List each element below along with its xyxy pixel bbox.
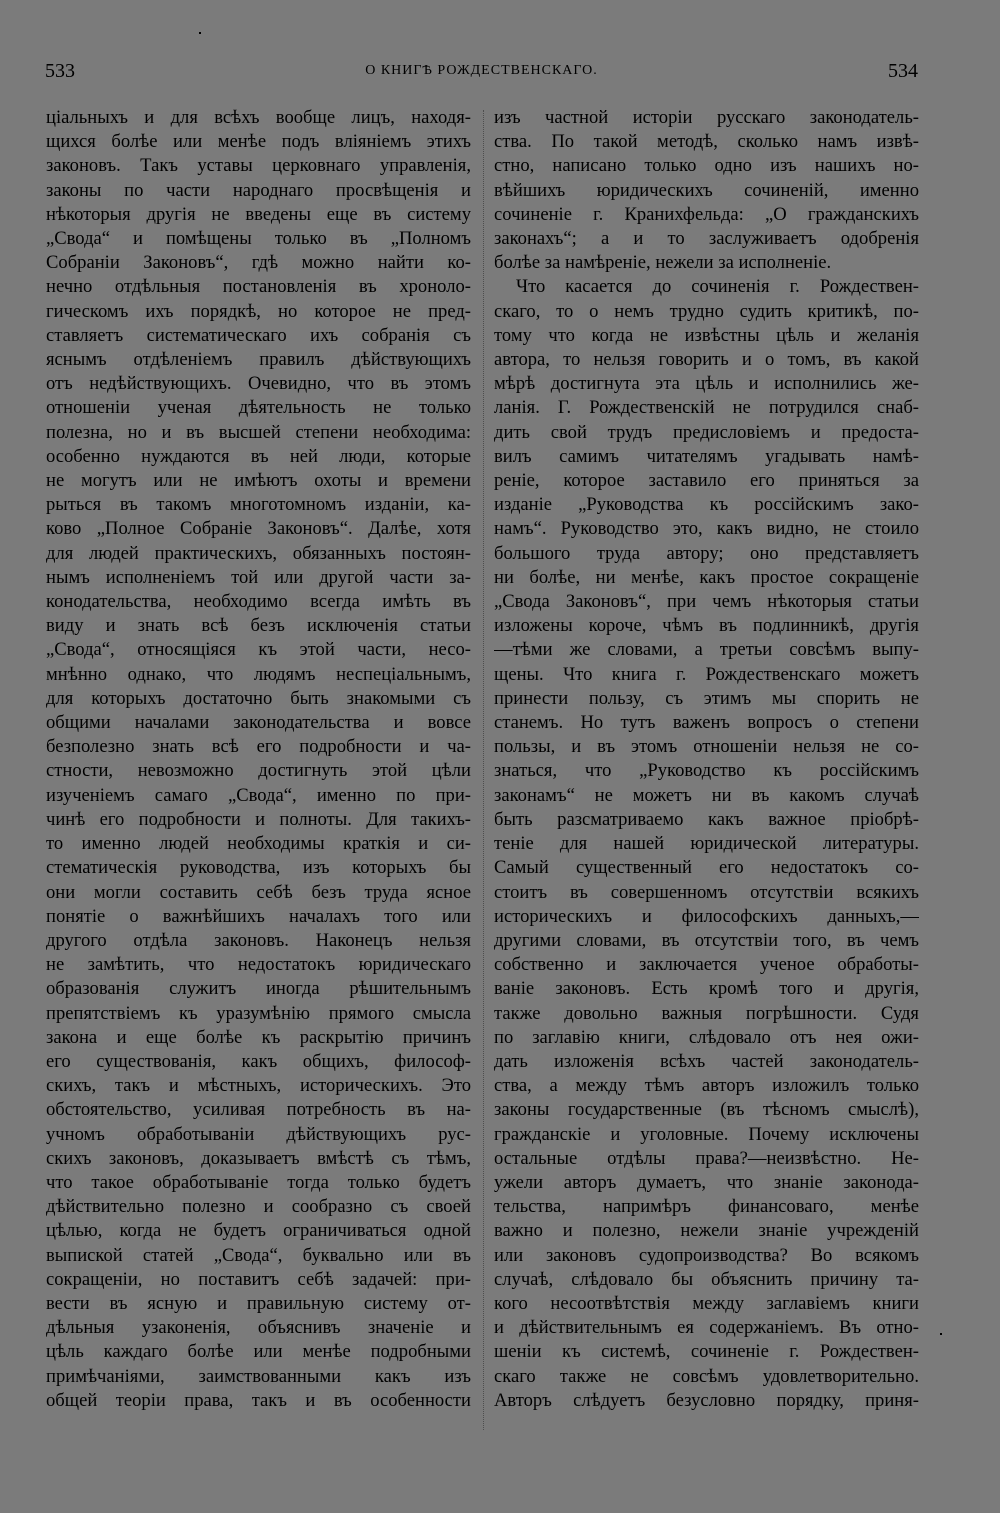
- text-line: ланія. Г. Рождественскій не потрудился снаб-: [494, 397, 919, 419]
- text-line: тому что когда не извѣстны цѣль и желанія: [494, 324, 919, 346]
- text-line: законамъ“ не можетъ ни въ какомъ случаѣ: [494, 784, 919, 806]
- text-line: нѣкоторыя другія не введены еще въ систему: [46, 203, 471, 225]
- text-line: сочиненіе г. Кранихфельда: „О гражданскихъ: [494, 203, 919, 225]
- text-line: для которыхъ достаточно быть знакомыми съ: [46, 687, 471, 709]
- text-line: изученіемъ самаго „Свода“, именно по при-: [46, 784, 471, 806]
- text-line: конодательства, необходимо всегда имѣть въ: [46, 591, 471, 613]
- text-line: понятіе о важнѣйшихъ началахъ того или: [46, 905, 471, 927]
- text-line: ставляетъ систематическаго ихъ собранія съ: [46, 324, 471, 346]
- text-line: стоитъ въ совершенномъ отсутствіи всякихъ: [494, 881, 919, 903]
- text-line: законахъ“; а и то заслуживаетъ одобренія: [494, 228, 919, 250]
- text-line: примѣчаніями, заимствованными какъ изъ: [46, 1365, 471, 1387]
- text-line: его существованія, какъ общихъ, философ-: [46, 1050, 471, 1072]
- left-column: [46, 106, 471, 1413]
- text-line: стематическія руководства, изъ которыхъ бы: [46, 857, 471, 879]
- text-line: по заглавію книги, слѣдовало отъ нея ожи-: [494, 1026, 919, 1048]
- text-line: обстоятельство, усиливая потребность въ на-: [46, 1099, 471, 1121]
- text-line: собственно и заключается ученое обработы-: [494, 954, 919, 976]
- text-line: виду и знать всѣ безъ исключенія статьи: [46, 615, 471, 637]
- text-line: реніе, которое заставило его приняться за: [494, 470, 919, 492]
- text-line: дѣльныя узаконенія, объяснивъ значеніе и: [46, 1317, 471, 1339]
- text-line: намъ“. Руководство это, какъ видно, не стоило: [494, 518, 919, 540]
- text-line: изданіе „Руководства къ россійскимъ зако-: [494, 494, 919, 516]
- text-line: законы по части народнаго просвѣщенія и: [46, 179, 471, 201]
- text-line: станемъ. Но тутъ важенъ вопросъ о степени: [494, 712, 919, 734]
- text-line: стности, невозможно достигнуть этой цѣли: [46, 760, 471, 782]
- text-line: или законовъ судопроизводства? Во всякомъ: [494, 1244, 919, 1266]
- text-line: большого труда автору; оно представляетъ: [494, 542, 919, 564]
- left-page-number: 533: [45, 59, 75, 82]
- text-line: ства, а между тѣмъ авторъ изложилъ только: [494, 1075, 919, 1097]
- text-line: „Свода Законовъ“, при чемъ нѣкоторыя статьи: [494, 591, 919, 613]
- text-line: „Свода“ и помѣщены только въ „Полномъ: [46, 228, 471, 250]
- text-line: сокращеніи, но поставитъ себѣ задачей: при-: [46, 1268, 471, 1290]
- column-divider: [483, 110, 485, 1430]
- text-line: отношеніи ученая дѣятельность не только: [46, 397, 471, 419]
- text-line: принести пользу, съ этимъ мы спорить не: [494, 687, 919, 709]
- text-line: нечно отдѣльныя постановленія въ хроноло-: [46, 276, 471, 298]
- text-line: автора, то нельзя говорить и о томъ, въ какой: [494, 349, 919, 371]
- text-line: рыться въ такомъ многотомномъ изданіи, ка-: [46, 494, 471, 516]
- page-header: [45, 56, 918, 86]
- text-line: щены. Что книга г. Рождественскаго можетъ: [494, 663, 919, 685]
- right-page-number: 534: [888, 59, 918, 82]
- text-line: также довольно важныя погрѣшности. Судя: [494, 1002, 919, 1024]
- text-line: цѣль каждаго болѣе или менѣе подробными: [46, 1341, 471, 1363]
- text-line: и дѣйствительнымъ ея содержаніемъ. Въ отно-: [494, 1317, 919, 1339]
- text-line: вѣйшихъ юридическихъ сочиненій, именно: [494, 179, 919, 201]
- text-line: болѣе за намѣреніе, нежели за исполненіе.: [494, 252, 832, 274]
- text-line: Самый существенный его недостатокъ со-: [494, 857, 919, 879]
- text-line: „Свода“, относящіяся къ этой части, несо-: [46, 639, 471, 661]
- text-line: вести въ ясную и правильную систему от-: [46, 1292, 471, 1314]
- text-line: гражданскіе и уголовные. Почему исключены: [494, 1123, 919, 1145]
- text-line: для людей практическихъ, обязанныхъ постоян-: [46, 542, 471, 564]
- running-title: О КНИГѢ РОЖДЕСТВЕНСКАГО.: [365, 63, 598, 78]
- text-line: дѣйствительно полезно и сообразно съ своей: [46, 1196, 471, 1218]
- text-line: что такое обработываніе тогда только будетъ: [46, 1171, 471, 1193]
- text-line: образованія служитъ иногда рѣшительнымъ: [46, 978, 471, 1000]
- text-line: другого отдѣла законовъ. Наконецъ нельзя: [46, 929, 471, 951]
- text-line: вилъ самимъ читателямъ угадывать намѣ-: [494, 445, 919, 467]
- text-line: остальные отдѣлы права?—неизвѣстно. Не-: [494, 1147, 919, 1169]
- text-line: законы государственные (въ тѣсномъ смыслѣ),: [494, 1099, 919, 1121]
- text-line: особенно нуждаются въ ней люди, которые: [46, 445, 471, 467]
- text-line: яснымъ отдѣленіемъ правилъ дѣйствующихъ: [46, 349, 471, 371]
- text-line: учномъ обработываніи дѣйствующихъ рус-: [46, 1123, 471, 1145]
- text-line: дать изложенія всѣхъ частей законодатель-: [494, 1050, 919, 1072]
- text-line: ваніе законовъ. Есть кромѣ того и другія,: [494, 978, 919, 1000]
- text-line: важно и полезно, нежели знаніе учрежденій: [494, 1220, 919, 1242]
- text-line: общей теоріи права, такъ и въ особенности: [46, 1389, 471, 1411]
- text-line: скаго также не совсѣмъ удовлетворительно.: [494, 1365, 919, 1387]
- right-column: [494, 106, 919, 1413]
- text-line: законовъ. Такъ уставы церковнаго управленія,: [46, 155, 471, 177]
- print-speck: [199, 32, 201, 34]
- text-line: цѣлью, когда не будетъ ограничиваться одной: [46, 1220, 471, 1242]
- text-line: ціальныхъ и для всѣхъ вообще лицъ, находя-: [46, 107, 471, 128]
- text-line: случаѣ, слѣдовало бы объяснить причину та-: [494, 1268, 919, 1290]
- text-line: скаго, то о немъ трудно судить критикѣ, по-: [494, 300, 919, 322]
- text-line: чинѣ его подробности и полноты. Для такихъ-: [46, 808, 471, 830]
- text-line: мнѣнно однако, что людямъ неспеціальнымъ,: [46, 663, 471, 685]
- text-line: дить свой трудъ предисловіемъ и предоста-: [494, 421, 919, 443]
- text-line: ужели авторъ думаетъ, что знаніе законода-: [494, 1171, 919, 1193]
- text-line: скихъ законовъ, доказываетъ вмѣстѣ съ тѣмъ,: [46, 1147, 471, 1169]
- text-line: Собраніи Законовъ“, гдѣ можно найти ко-: [46, 252, 471, 274]
- text-line: изъ частной исторіи русскаго законодатель-: [494, 107, 919, 128]
- text-line: ково „Полное Собраніе Законовъ“. Далѣе, хотя: [46, 518, 471, 540]
- text-line: тельства, напримѣръ финансоваго, менѣе: [494, 1196, 919, 1218]
- text-line: другими словами, въ отсутствіи того, въ чемъ: [494, 929, 919, 951]
- text-line: выпиской статей „Свода“, буквально или въ: [46, 1244, 471, 1266]
- text-line: знаться, что „Руководство къ россійскимъ: [494, 760, 919, 782]
- text-line: ни болѣе, ни менѣе, какъ простое сокращеніе: [494, 566, 919, 588]
- text-line: Авторъ слѣдуетъ безусловно порядку, приня-: [494, 1389, 919, 1411]
- text-line: щихся болѣе или менѣе подъ вліяніемъ этихъ: [46, 131, 471, 153]
- text-line: стно, написано только одно изъ нашихъ но-: [494, 155, 919, 177]
- text-line: ства. По такой методѣ, сколько намъ извѣ-: [494, 131, 919, 153]
- text-line: нымъ исполненіемъ той или другой части за-: [46, 566, 471, 588]
- text-line: Что касается до сочиненія г. Рождествен-: [516, 276, 919, 298]
- text-line: гическомъ ихъ порядкѣ, но которое не пред-: [46, 300, 471, 322]
- print-speck: [940, 1333, 942, 1335]
- text-line: общими началами законодательства и вовсе: [46, 712, 471, 734]
- text-line: изложены короче, чѣмъ въ подлинникѣ, другія: [494, 615, 919, 637]
- text-line: —тѣми же словами, а третьи совсѣмъ выпу-: [494, 639, 919, 661]
- text-line: быть разсматриваемо какъ важное пріобрѣ-: [494, 808, 919, 830]
- text-line: историческихъ и философскихъ данныхъ,—: [494, 905, 919, 927]
- text-line: не могутъ или не имѣютъ охоты и времени: [46, 470, 471, 492]
- text-line: шеніи къ системѣ, сочиненіе г. Рождествен-: [494, 1341, 919, 1363]
- text-line: препятствіемъ къ уразумѣнію прямого смысла: [46, 1002, 471, 1024]
- text-line: полезна, но и въ высшей степени необходима:: [46, 421, 471, 443]
- text-line: они могли составить себѣ безъ труда ясное: [46, 881, 471, 903]
- text-line: безполезно знать всѣ его подробности и ча-: [46, 736, 471, 758]
- text-line: скихъ, такъ и мѣстныхъ, историческихъ. Это: [46, 1075, 471, 1097]
- text-line: то именно людей необходимы краткія и си-: [46, 833, 471, 855]
- text-line: пользы, и въ этомъ отношеніи нельзя не со-: [494, 736, 919, 758]
- text-line: кого несоотвѣтствія между заглавіемъ книги: [494, 1292, 919, 1314]
- text-line: не замѣтить, что недостатокъ юридическаго: [46, 954, 471, 976]
- text-line: отъ недѣйствующихъ. Очевидно, что въ этомъ: [46, 373, 471, 395]
- text-line: теніе для нашей юридической литературы.: [494, 833, 919, 855]
- text-line: мѣрѣ достигнута эта цѣль и исполнились же-: [494, 373, 919, 395]
- text-line: закона и еще болѣе къ раскрытію причинъ: [46, 1026, 471, 1048]
